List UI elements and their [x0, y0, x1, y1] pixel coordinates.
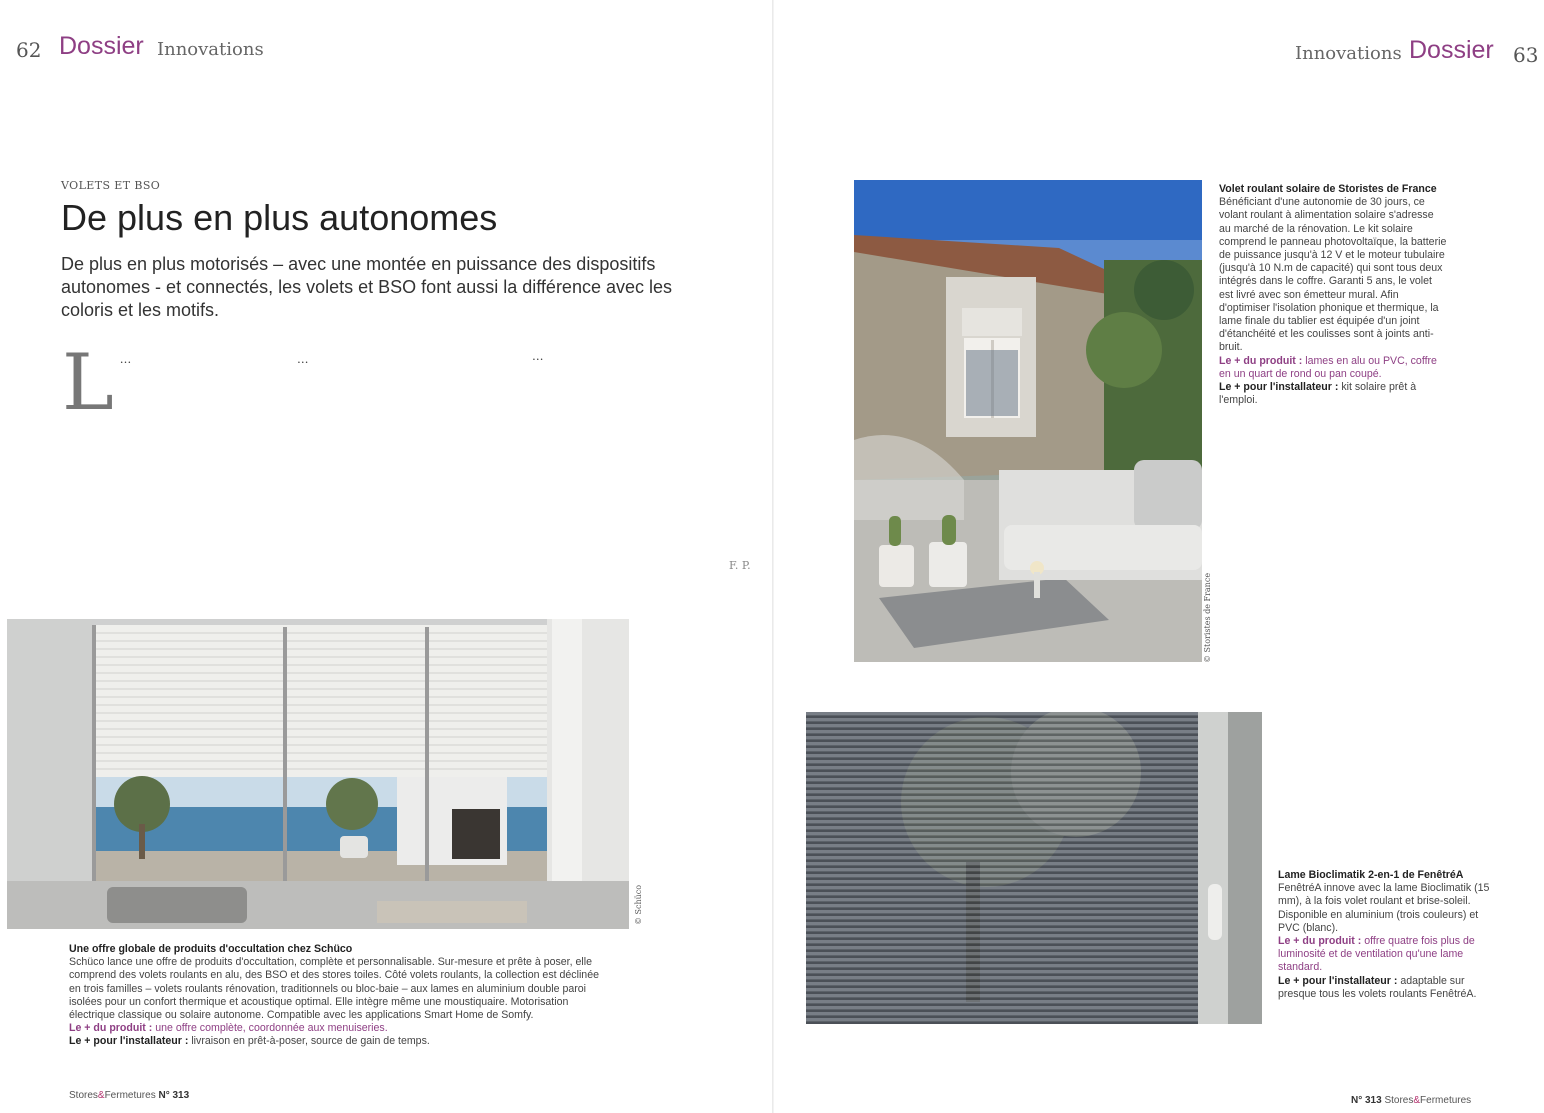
fenetrea-plus-produit-label: Le + du produit : [1278, 935, 1362, 948]
schuco-caption-body: Schüco lance une offre de produits d'occultation, complète et personnalisable. Sur-mesure et prête à poser, elle comprend des volets roulants en alu, des BSO et des stores toiles. Côté volets roulants, la collection est déclinée en trois familles – volets roulants rénovation, traditionnels ou bloc-baie – aux lames en aluminium double paroi isolées pour un confort thermique et acoustique optimal. Elle intègre même une moustiquaire. Motorisation électrique classique ou solaire autonome. Compatible avec les applications Smart Home de Somfy. [69, 956, 599, 1022]
article-column-3-text: … [532, 349, 544, 363]
left-subsection-title: Innovations [157, 39, 264, 60]
article-standfirst: De plus en plus motorisés – avec une montée en puissance des dispositifs autonomes - et connectés, les volets et BSO font aussi la différence avec les coloris et les motifs. [61, 254, 672, 320]
storistes-plus-produit: lames en alu ou PVC, coffre en un quart de rond ou pan coupé. [1219, 354, 1437, 380]
fenetrea-caption-title: Lame Bioclimatik 2-en-1 de FenêtréA [1278, 869, 1464, 881]
article-column-3 [532, 348, 753, 580]
article-title: De plus en plus autonomes [61, 197, 498, 238]
left-footer-brand-amp: & [97, 1090, 105, 1101]
storistes-caption-body: Bénéficiant d'une autonomie de 30 jours, ce volant roulant à alimentation solaire s'adresse au marché de la rénovation. Le kit solaire comprend le panneau photovoltaïque, la batterie de puissance jusqu'à 12 V et le moteur tubulaire (jusqu'à 10 N.m de capacité) qui sont tous deux intégrés dans le coffre. Garanti 5 ans, le volet est livré avec son émetteur mural. Afin d'optimiser l'isolation phonique et thermique, la lame finale du tablier est équipée d'un joint d'étanchéité et les coulisses sont à joints anti-bruit. [1219, 196, 1447, 354]
storistes-photo-credit: © Storistes de France [1203, 572, 1212, 663]
drop-cap: L [62, 338, 114, 428]
left-footer [69, 1090, 189, 1101]
page-gutter [772, 0, 774, 1113]
storistes-plus-produit-label: Le + du produit : [1219, 354, 1303, 367]
storistes-plus-installateur-label: Le + pour l'installateur : [1219, 381, 1339, 394]
fenetrea-caption-body: FenêtréA innove avec la lame Bioclimatik (15 mm), à la fois volet roulant et brise-soleil. Disponible en aluminium (trois couleurs) et PVC (blanc). [1278, 882, 1490, 934]
right-footer [1351, 1095, 1471, 1106]
fenetrea-plus-installateur-label: Le + pour l'installateur : [1278, 974, 1398, 987]
schuco-plus-installateur-label: Le + pour l'installateur : [69, 1035, 189, 1048]
right-subsection-title: Innovations [1295, 43, 1402, 64]
right-section-title: Dossier [1409, 36, 1494, 64]
article-column-2-text: … [297, 352, 309, 366]
schuco-caption [69, 943, 609, 1049]
fenetrea-plus-installateur: adaptable sur presque tous les volets roulants FenêtréA. [1278, 974, 1477, 1000]
schuco-caption-title: Une offre globale de produits d'occultation chez Schüco [69, 943, 353, 955]
right-footer-issue: N° 313 [1351, 1095, 1382, 1106]
storistes-plus-installateur: kit solaire prêt à l'emploi. [1219, 381, 1417, 407]
schuco-plus-produit-label: Le + du produit : [69, 1022, 153, 1035]
article-column-2 [297, 351, 518, 583]
right-footer-brand-1: Stores [1384, 1095, 1414, 1106]
left-footer-brand-1: Stores [69, 1090, 98, 1101]
article-column-1 [62, 338, 282, 583]
article-signature: F. P. [729, 559, 751, 572]
storistes-terrace-photo [854, 180, 1202, 662]
right-page-number: 63 [1513, 43, 1539, 67]
right-footer-brand-2: Fermetures [1420, 1095, 1472, 1106]
left-section-title: Dossier [59, 32, 144, 60]
left-footer-brand-2: Fermetures [104, 1090, 156, 1101]
storistes-caption-title: Volet roulant solaire de Storistes de France [1219, 183, 1437, 195]
article-kicker: VOLETS ET BSO [61, 179, 161, 192]
fenetrea-plus-produit: offre quatre fois plus de luminosité et de ventilation qu'une lame standard. [1278, 935, 1475, 974]
schuco-interior-photo [7, 619, 629, 929]
fenetrea-caption [1278, 869, 1500, 1001]
storistes-caption [1219, 183, 1447, 407]
fenetrea-slats-photo [806, 712, 1262, 1024]
left-page-number: 62 [16, 38, 42, 62]
schuco-plus-installateur: livraison en prêt-à-poser, source de gain de temps. [191, 1035, 430, 1048]
article-column-1-text: … [119, 352, 132, 366]
left-footer-issue: N° 313 [158, 1090, 190, 1101]
schuco-photo-credit: © Schüco [634, 884, 643, 925]
schuco-plus-produit: une offre complète, coordonnée aux menuiseries. [155, 1022, 388, 1035]
right-footer-brand-amp: & [1413, 1095, 1421, 1106]
